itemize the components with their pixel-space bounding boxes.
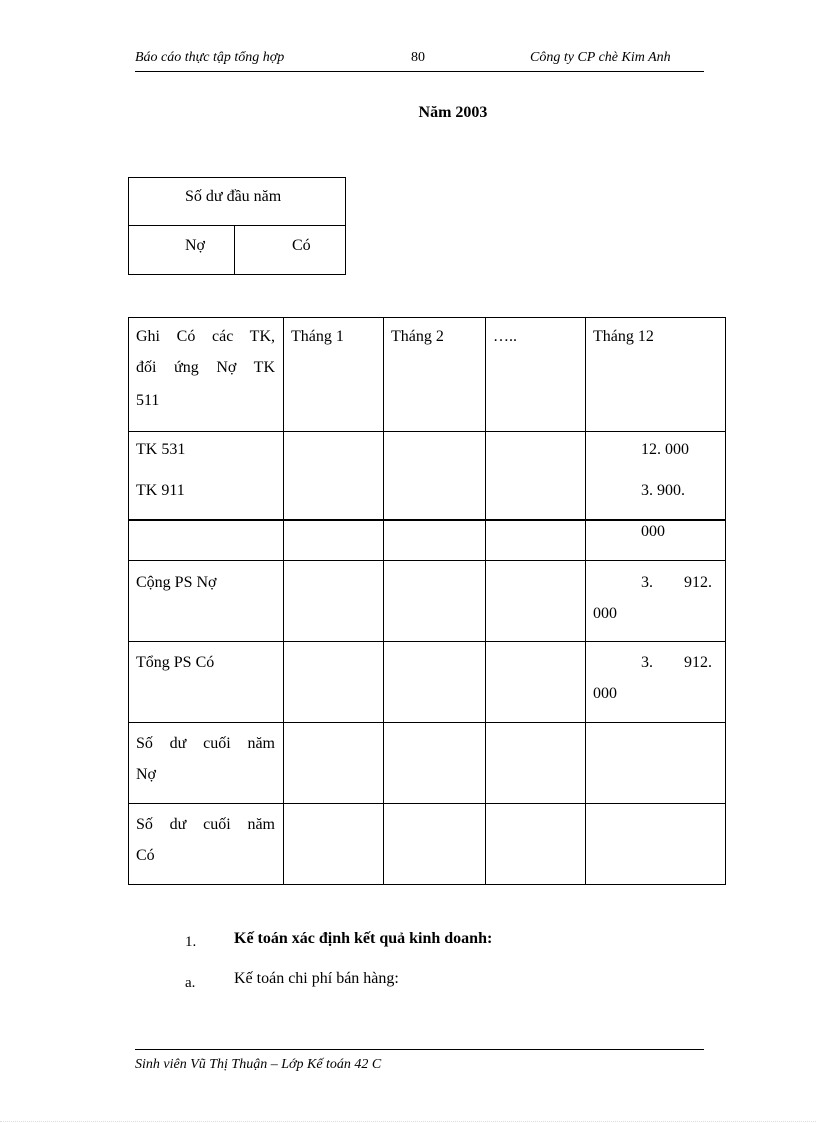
- table-border: [128, 560, 726, 561]
- ledger-row-label: Số dư cuối năm: [136, 735, 275, 752]
- ledger-row-label: TK 531: [136, 441, 186, 458]
- section-heading: Kế toán xác định kết quả kinh doanh:: [234, 930, 493, 947]
- footer-rule: [135, 1049, 704, 1050]
- table-border: [128, 722, 726, 723]
- subsection-heading: Kế toán chi phí bán hàng:: [234, 970, 399, 987]
- page-title: Năm 2003: [418, 104, 488, 121]
- opening-balance-credit: Có: [292, 237, 311, 254]
- table-border: [128, 641, 726, 642]
- ledger-row-label: Số dư cuối năm: [136, 816, 275, 833]
- table-border: [128, 274, 346, 275]
- table-border: [128, 884, 726, 885]
- ledger-row-month12-part: 3.: [641, 574, 653, 591]
- table-border: [128, 519, 726, 521]
- table-border: [128, 317, 726, 318]
- ledger-header-month2: Tháng 2: [391, 328, 444, 345]
- table-border: [128, 177, 346, 178]
- table-border: [485, 317, 486, 885]
- table-border: [128, 317, 129, 885]
- table-border: [383, 317, 384, 885]
- header-rule: [135, 71, 704, 72]
- ledger-row-month12: 000: [641, 523, 665, 540]
- ledger-row-month12-part: 912.: [684, 654, 712, 671]
- table-border: [283, 317, 284, 885]
- page-edge: [0, 1121, 816, 1122]
- ledger-row-label: Cộng PS Nợ: [136, 574, 217, 591]
- table-border: [128, 803, 726, 804]
- table-border: [345, 177, 346, 275]
- ledger-row-label: Có: [136, 847, 155, 864]
- table-border: [585, 317, 586, 885]
- table-border: [128, 431, 726, 432]
- ledger-row-label: Tổng PS Có: [136, 654, 215, 671]
- opening-balance-debit: Nợ: [185, 237, 206, 254]
- header-left: Báo cáo thực tập tổng hợp: [135, 50, 285, 65]
- ledger-row-label: TK 911: [136, 482, 185, 499]
- table-border: [128, 177, 129, 275]
- page-number: 80: [411, 50, 425, 65]
- ledger-row-month12-part: 3.: [641, 654, 653, 671]
- list-marker: 1.: [185, 934, 197, 950]
- ledger-row-month12: 12. 000: [641, 441, 689, 458]
- ledger-row-label: Nợ: [136, 766, 157, 783]
- list-marker: a.: [185, 975, 196, 991]
- ledger-header-month1: Tháng 1: [291, 328, 344, 345]
- ledger-row-month12-part: 000: [593, 605, 617, 622]
- ledger-header-account-line3: 511: [136, 392, 160, 409]
- header-right: Công ty CP chè Kim Anh: [530, 50, 671, 65]
- ledger-row-month12-part: 912.: [684, 574, 712, 591]
- ledger-header-account-line2: đối ứng Nợ TK: [136, 359, 275, 376]
- table-border: [725, 317, 726, 885]
- ledger-header-account-line1: Ghi Có các TK,: [136, 328, 275, 345]
- ledger-header-ellipsis: …..: [493, 328, 517, 345]
- ledger-row-month12: 3. 900.: [641, 482, 685, 499]
- ledger-header-month12: Tháng 12: [593, 328, 654, 345]
- footer-text: Sinh viên Vũ Thị Thuận – Lớp Kế toán 42 C: [135, 1057, 382, 1072]
- table-border: [234, 225, 235, 275]
- table-border: [128, 225, 346, 226]
- ledger-row-month12-part: 000: [593, 685, 617, 702]
- opening-balance-heading: Số dư đầu năm: [185, 188, 282, 205]
